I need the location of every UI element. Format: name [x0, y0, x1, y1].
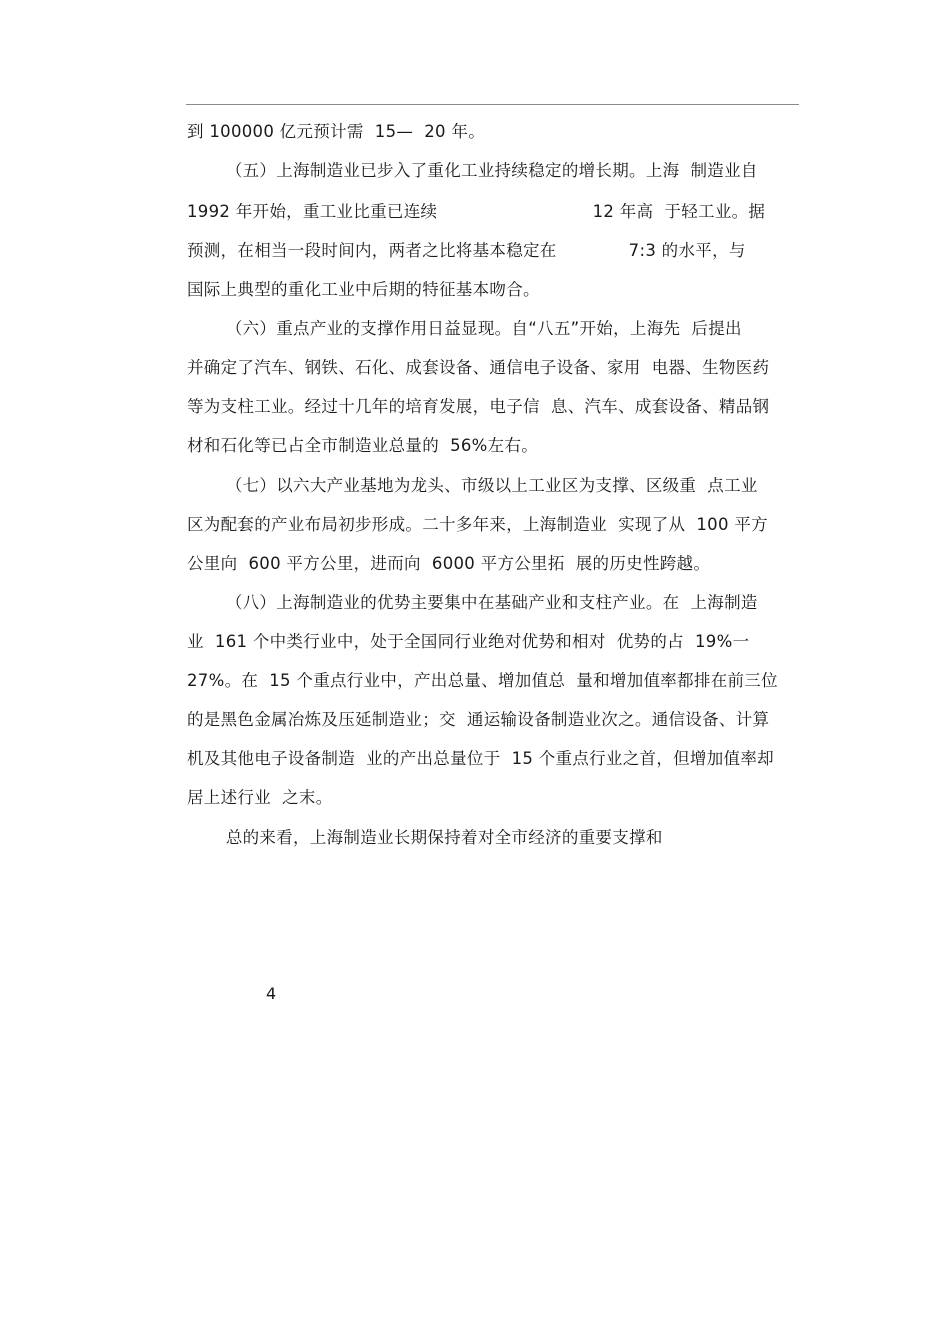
- text-line: 27%。在 15 个重点行业中，产出总量、增加值总 量和增加值率都排在前三位: [187, 671, 778, 690]
- text-line: 公里向 600 平方公里，进而向 6000 平方公里拓 展的历史性跨越。: [187, 554, 711, 573]
- header-rule: [186, 104, 799, 105]
- text-line: 1992 年开始，重工业比重已连续 12 年高 于轻工业。据: [187, 202, 766, 221]
- text-line: 业 161 个中类行业中，处于全国同行业绝对优势和相对 优势的占 19%一: [187, 632, 750, 651]
- page-number: 4: [266, 984, 277, 1003]
- text-line: 国际上典型的重化工业中后期的特征基本吻合。: [187, 280, 540, 299]
- text-line: 区为配套的产业布局初步形成。二十多年来，上海制造业 实现了从 100 平方: [187, 515, 768, 534]
- text-line: 到 100000 亿元预计需 15— 20 年。: [187, 122, 485, 141]
- text-line: 居上述行业 之末。: [187, 788, 333, 807]
- text-line: 并确定了汽车、钢铁、石化、成套设备、通信电子设备、家用 电器、生物医药: [187, 358, 770, 377]
- text-line: 等为支柱工业。经过十几年的培育发展，电子信 息、汽车、成套设备、精品钢: [187, 397, 770, 416]
- text-line: 材和石化等已占全市制造业总量的 56%左右。: [187, 436, 539, 455]
- text-line: 的是黑色金属冶炼及压延制造业；交 通运输设备制造业次之。通信设备、计算: [187, 710, 770, 729]
- text-line: （八）上海制造业的优势主要集中在基础产业和支柱产业。在 上海制造: [187, 593, 758, 612]
- text-line: （七）以六大产业基地为龙头、市级以上工业区为支撑、区级重 点工业: [187, 476, 758, 495]
- text-line: （六）重点产业的支撑作用日益显现。自“八五”开始，上海先 后提出: [187, 319, 742, 338]
- text-line: （五）上海制造业已步入了重化工业持续稳定的增长期。上海 制造业自: [187, 161, 758, 180]
- text-line: 机及其他电子设备制造 业的产出总量位于 15 个重点行业之首，但增加值率却: [187, 749, 774, 768]
- text-line: 总的来看，上海制造业长期保持着对全市经济的重要支撑和: [187, 828, 663, 847]
- text-line: 预测，在相当一段时间内，两者之比将基本稳定在 7:3 的水平，与: [187, 241, 746, 260]
